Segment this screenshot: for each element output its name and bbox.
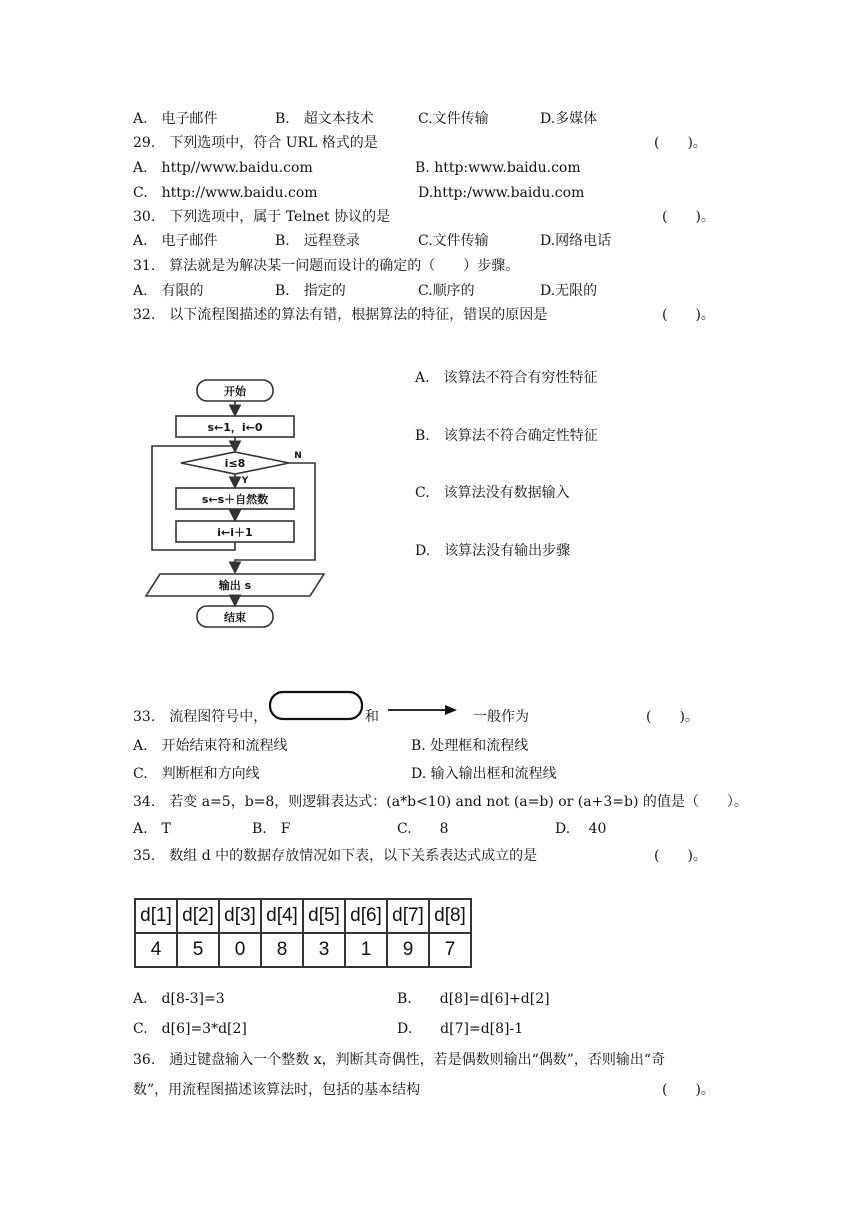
- flow-body-label: s←s＋自然数: [201, 493, 269, 506]
- q29-option-c: C. http://www.baidu.com: [133, 185, 318, 201]
- q30-answer-paren: ( )。: [662, 209, 715, 225]
- flow-inc-label: i←i＋1: [217, 526, 253, 539]
- q29-answer-paren: ( )。: [654, 135, 707, 151]
- flow-end-label: 结束: [224, 611, 246, 624]
- array-header-cell: d[3]: [219, 899, 261, 933]
- q30-option-a: A. 电子邮件: [133, 233, 218, 249]
- q33-stem-prefix: 33. 流程图符号中，: [133, 709, 268, 725]
- flow-start-label: 开始: [224, 385, 246, 398]
- q32-option-c: C. 该算法没有数据输入: [415, 485, 570, 501]
- q33-flowline-arrow-icon: [387, 703, 459, 717]
- q35-option-d: D. d[7]=d[8]-1: [397, 1021, 524, 1037]
- q28-option-c: C.文件传输: [418, 111, 489, 127]
- array-header-cell: d[6]: [345, 899, 387, 933]
- array-header-cell: d[2]: [177, 899, 219, 933]
- q33-option-c: C. 判断框和方向线: [133, 766, 260, 782]
- array-header-cell: d[8]: [429, 899, 471, 933]
- flow-cond-label: i≤8: [224, 457, 246, 470]
- array-value-cell: 7: [429, 933, 471, 967]
- flow-no-label: N: [294, 451, 302, 461]
- q34-option-c: C. 8: [397, 821, 449, 837]
- q30-option-b: B. 远程登录: [275, 233, 360, 249]
- q35-array-table: [134, 898, 472, 968]
- flow-init-label: s←1，i←0: [207, 421, 263, 434]
- q34-option-d: D. 40: [555, 821, 607, 837]
- q34-stem: 34. 若变 a=5，b=8，则逻辑表达式：(a*b<10) and not (a=b) or (a+3=b) 的值是（ ）。: [133, 794, 748, 810]
- q33-option-b: B. 处理框和流程线: [411, 738, 529, 754]
- q31-option-d: D.无限的: [540, 283, 598, 299]
- flow-yes-label: Y: [241, 476, 249, 486]
- q31-option-a: A. 有限的: [133, 283, 204, 299]
- q32-stem: 32. 以下流程图描述的算法有错，根据算法的特征，错误的原因是: [133, 307, 548, 323]
- q34-option-b: B. F: [252, 821, 291, 837]
- q28-option-b: B. 超文本技术: [275, 111, 374, 127]
- q34-option-a: A. T: [133, 821, 171, 837]
- array-value-cell: 9: [387, 933, 429, 967]
- q33-and: 和: [365, 709, 379, 725]
- q31-stem: 31. 算法就是为解决某一问题而设计的确定的（ ）步骤。: [133, 258, 520, 274]
- array-value-cell: 8: [261, 933, 303, 967]
- array-value-cell: 4: [135, 933, 177, 967]
- array-value-cell: 1: [345, 933, 387, 967]
- array-header-cell: d[7]: [387, 899, 429, 933]
- q33-terminal-symbol: [268, 690, 364, 722]
- array-header-cell: d[5]: [303, 899, 345, 933]
- array-value-cell: 3: [303, 933, 345, 967]
- q28-option-d: D.多媒体: [540, 111, 598, 127]
- q31-option-b: B. 指定的: [275, 283, 346, 299]
- q29-option-b: B. http:www.baidu.com: [415, 160, 581, 176]
- q32-option-a: A. 该算法不符合有穷性特征: [415, 370, 598, 386]
- flow-output-label: 输出 s: [218, 579, 252, 592]
- q36-stem-line1: 36. 通过键盘输入一个整数 x，判断其奇偶性，若是偶数则输出“偶数”，否则输出“奇: [133, 1052, 666, 1068]
- array-header-cell: d[4]: [261, 899, 303, 933]
- array-value-cell: 0: [219, 933, 261, 967]
- q36-answer-paren: ( )。: [662, 1082, 715, 1098]
- q32-option-b: B. 该算法不符合确定性特征: [415, 428, 598, 444]
- q35-option-b: B. d[8]=d[6]+d[2]: [397, 991, 550, 1007]
- array-value-cell: 5: [177, 933, 219, 967]
- q32-option-d: D. 该算法没有输出步骤: [415, 543, 571, 559]
- q32-flowchart: [140, 372, 340, 632]
- array-header-cell: d[1]: [135, 899, 177, 933]
- q33-answer-paren: ( )。: [646, 709, 699, 725]
- q36-stem-line2: 数”，用流程图描述该算法时，包括的基本结构: [133, 1082, 421, 1098]
- q32-answer-paren: ( )。: [662, 307, 715, 323]
- array-value-row: [135, 933, 471, 967]
- q35-answer-paren: ( )。: [654, 848, 707, 864]
- q30-option-d: D.网络电话: [540, 233, 612, 249]
- q29-option-a: A. http//www.baidu.com: [133, 160, 313, 176]
- q33-option-a: A. 开始结束符和流程线: [133, 738, 288, 754]
- q30-option-c: C.文件传输: [418, 233, 489, 249]
- q33-option-d: D. 输入输出框和流程线: [411, 766, 557, 782]
- q31-option-c: C.顺序的: [418, 283, 475, 299]
- q35-option-c: C. d[6]=3*d[2]: [133, 1021, 247, 1037]
- q35-option-a: A. d[8-3]=3: [133, 991, 225, 1007]
- q30-stem: 30. 下列选项中，属于 Telnet 协议的是: [133, 209, 391, 225]
- array-header-row: [135, 899, 471, 933]
- q29-stem: 29. 下列选项中，符合 URL 格式的是: [133, 135, 378, 151]
- q35-stem: 35. 数组 d 中的数据存放情况如下表，以下关系表达式成立的是: [133, 848, 538, 864]
- q33-stem-suffix: 一般作为: [473, 709, 529, 725]
- q28-option-a: A. 电子邮件: [133, 111, 218, 127]
- q29-option-d: D.http:/www.baidu.com: [418, 185, 585, 201]
